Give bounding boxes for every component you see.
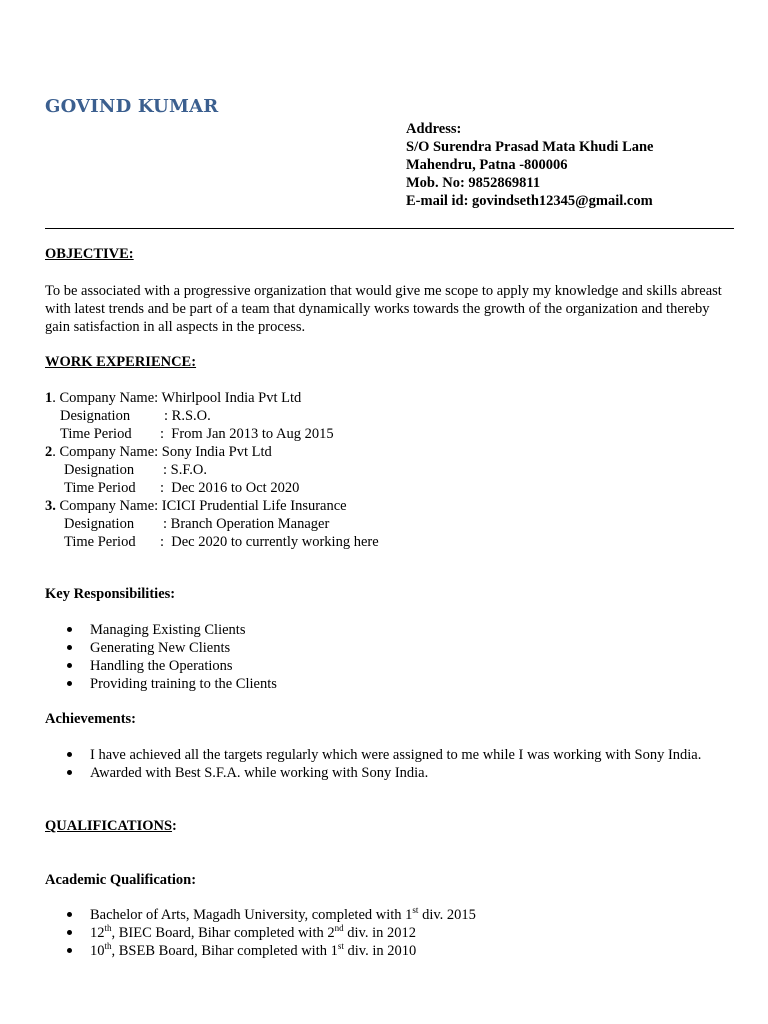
- email-address: E-mail id: govindseth12345@gmail.com: [406, 193, 653, 209]
- qualification-text: , BIEC Board, Bihar completed with 2: [111, 925, 335, 941]
- designation-label: Designation: [64, 516, 135, 532]
- contact-block: [406, 120, 653, 210]
- job-period: : From Jan 2013 to Aug 2015: [160, 426, 334, 442]
- job-period: : Dec 2020 to currently working here: [160, 534, 379, 550]
- objective-heading: OBJECTIVE:: [45, 246, 134, 262]
- header-divider: [45, 228, 734, 229]
- job-number: 1: [45, 390, 53, 406]
- bullet-icon: [67, 930, 72, 935]
- list-item: [45, 764, 745, 782]
- superscript: st: [337, 941, 344, 952]
- list-item: [45, 675, 277, 693]
- list-item: [45, 639, 277, 657]
- job-number: 3.: [45, 498, 56, 514]
- job-designation: : Branch Operation Manager: [163, 516, 330, 532]
- bullet-icon: [67, 645, 72, 650]
- work-experience-heading: WORK EXPERIENCE:: [45, 354, 197, 370]
- mobile-number: Mob. No: 9852869811: [406, 175, 541, 191]
- list-item: [45, 746, 745, 764]
- job-company: . Company Name: Sony India Pvt Ltd: [52, 444, 272, 460]
- academic-qualification-heading: Academic Qualification:: [45, 872, 197, 888]
- superscript: st: [412, 905, 419, 916]
- list-item: [45, 942, 476, 960]
- address-label: Address:: [406, 121, 462, 137]
- job-company: Company Name: ICICI Prudential Life Insurance: [55, 498, 347, 514]
- qualification-text: div. in 2012: [343, 925, 416, 941]
- qualification-text: div. in 2010: [343, 943, 417, 959]
- superscript: th: [104, 923, 112, 934]
- bullet-icon: [67, 912, 72, 917]
- candidate-name: GOVIND KUMAR: [45, 96, 219, 117]
- job-number: 2: [45, 444, 53, 460]
- bullet-icon: [67, 627, 72, 632]
- job-1: [45, 389, 334, 443]
- qualifications-heading: QUALIFICATIONS: [45, 818, 173, 834]
- list-item-text: Awarded with Best S.F.A. while working with Sony India.: [90, 765, 429, 781]
- list-item-text: Providing training to the Clients: [90, 676, 277, 692]
- qualification-text: , BSEB Board, Bihar completed with 1: [111, 943, 338, 959]
- bullet-icon: [67, 752, 72, 757]
- time-period-label: Time Period: [64, 480, 136, 496]
- time-period-label: Time Period: [60, 426, 132, 442]
- bullet-icon: [67, 663, 72, 668]
- designation-label: Designation: [64, 462, 135, 478]
- achievements-list: [45, 746, 745, 782]
- objective-text: To be associated with a progressive organization that would give me scope to apply my knowledge and skills abreast with latest trends and be part of a team that dynamically works towards the growth of the organization and thereby gain satisfaction in all aspects in the process.: [45, 283, 722, 335]
- list-item: [45, 657, 277, 675]
- academic-list: [45, 906, 476, 960]
- bullet-icon: [67, 948, 72, 953]
- qualification-text: 10: [90, 943, 105, 959]
- qualifications-heading-row: [45, 818, 177, 835]
- qualification-text: 12: [90, 925, 105, 941]
- job-2: [45, 443, 299, 497]
- list-item-text: Managing Existing Clients: [90, 622, 246, 638]
- responsibilities-list: [45, 621, 277, 693]
- list-item-text: Handling the Operations: [90, 658, 233, 674]
- job-3: [45, 497, 379, 551]
- job-company: . Company Name: Whirlpool India Pvt Ltd: [52, 390, 302, 406]
- superscript: nd: [334, 923, 344, 934]
- list-item: [45, 924, 476, 942]
- list-item: [45, 906, 476, 924]
- qualifications-colon: :: [172, 818, 177, 834]
- job-period: : Dec 2016 to Oct 2020: [160, 480, 300, 496]
- qualification-text: div. 2015: [418, 907, 476, 923]
- list-item-text: I have achieved all the targets regularly which were assigned to me while I was working with Sony India.: [90, 747, 702, 763]
- address-line-1: S/O Surendra Prasad Mata Khudi Lane: [406, 139, 654, 155]
- superscript: th: [104, 941, 112, 952]
- key-responsibilities-heading: Key Responsibilities:: [45, 586, 176, 602]
- qualification-text: Bachelor of Arts, Magadh University, completed with 1: [90, 907, 413, 923]
- job-designation: : S.F.O.: [163, 462, 207, 478]
- bullet-icon: [67, 770, 72, 775]
- job-designation: : R.S.O.: [164, 408, 211, 424]
- address-line-2: Mahendru, Patna -800006: [406, 157, 568, 173]
- list-item-text: Generating New Clients: [90, 640, 231, 656]
- designation-label: Designation: [60, 408, 131, 424]
- achievements-heading: Achievements:: [45, 711, 137, 727]
- bullet-icon: [67, 681, 72, 686]
- time-period-label: Time Period: [64, 534, 136, 550]
- list-item: [45, 621, 277, 639]
